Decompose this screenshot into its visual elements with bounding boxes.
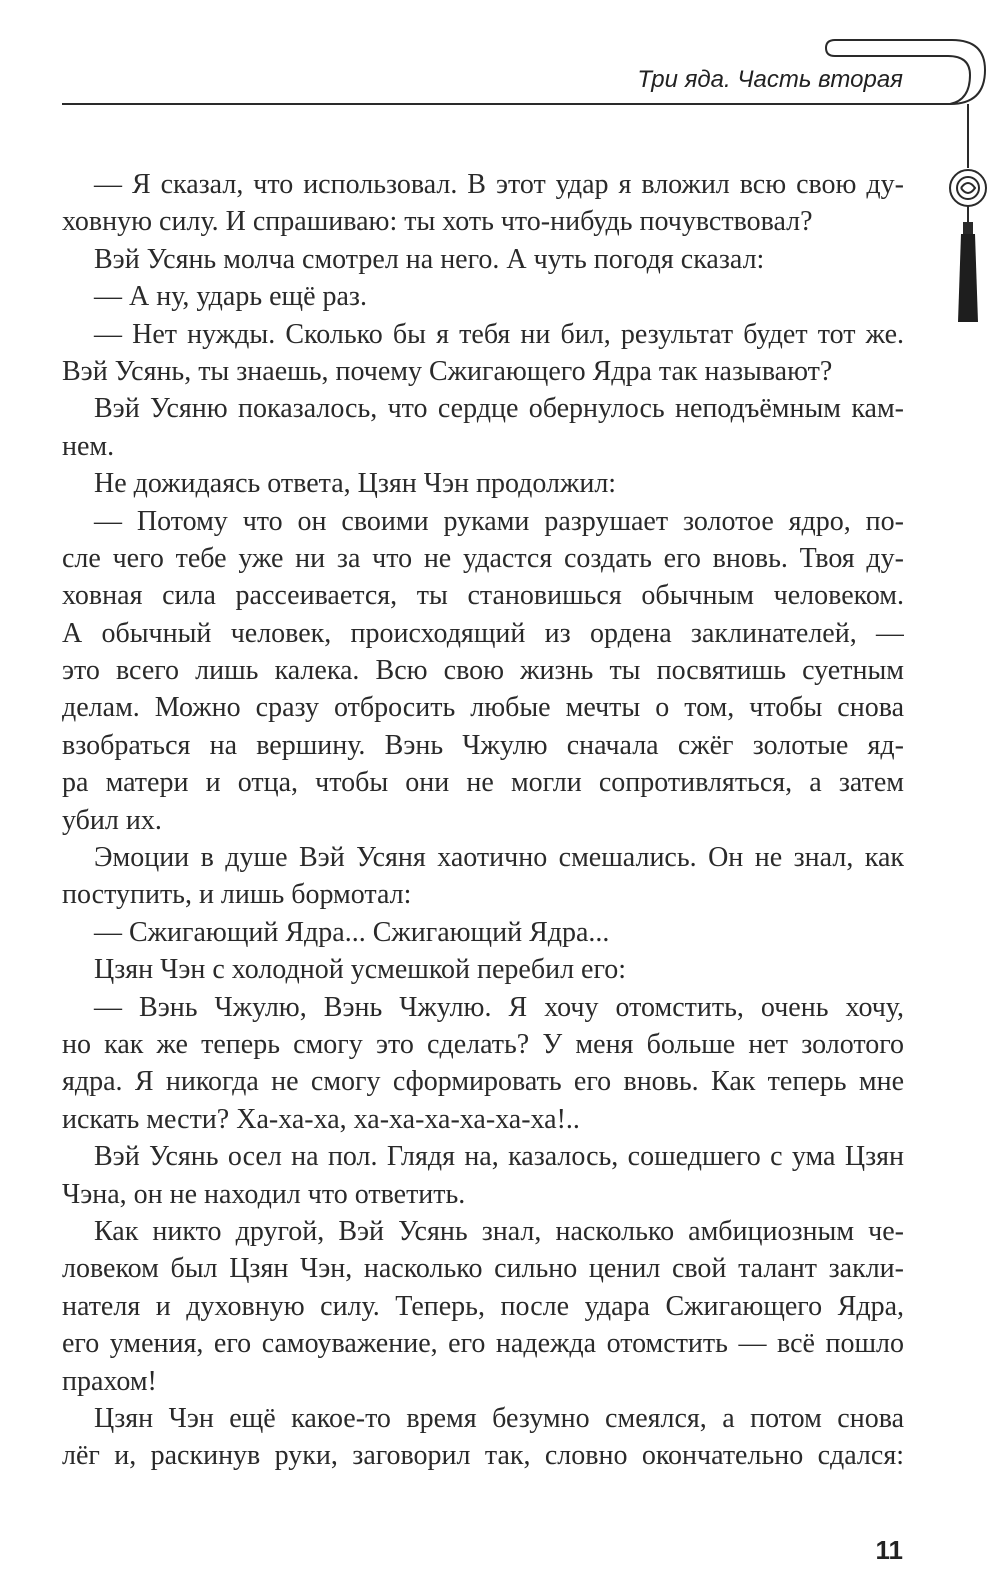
text-line: — А ну, ударь ещё раз. — [94, 281, 367, 313]
pendant-tassel-icon — [958, 234, 978, 322]
text-line: Вэй Усяню показалось, что сердце обернулось неподъёмным кам- — [94, 393, 904, 425]
text-line: поступить, и лишь бормотал: — [62, 879, 412, 911]
text-line: делам. Можно сразу отбросить любые мечты о том, чтобы снова — [62, 692, 904, 724]
text-line: его умения, его самоуважение, его надежда отомстить — всё пошло — [62, 1328, 904, 1360]
text-line: — Нет нужды. Сколько бы я тебя ни бил, результат будет тот же. — [94, 318, 904, 350]
text-line: убил их. — [62, 804, 162, 836]
body-text — [62, 166, 904, 1475]
text-line: — Сжигающий Ядра... Сжигающий Ядра... — [94, 916, 610, 948]
text-line: Не дожидаясь ответа, Цзян Чэн продолжил: — [94, 468, 617, 500]
text-line: Вэй Усянь, ты знаешь, почему Сжигающего Ядра так называют? — [62, 355, 833, 387]
text-line: Как никто другой, Вэй Усянь знал, насколько амбициозным че- — [94, 1215, 904, 1247]
running-title: Три яда. Часть вторая — [637, 66, 903, 93]
text-line: Вэй Усянь осел на пол. Глядя на, казалось, сошедшего с ума Цзян — [94, 1141, 904, 1173]
text-line: нем. — [62, 430, 115, 462]
text-line: — Потому что он своими руками разрушает золотое ядро, по- — [94, 505, 904, 537]
page-number: 11 — [875, 1535, 903, 1565]
text-line: Эмоции в душе Вэй Усяня хаотично смешались. Он не знал, как — [94, 842, 904, 874]
text-line: сле чего тебе уже ни за что не удастся создать его вновь. Твоя ду- — [62, 542, 904, 574]
text-line: но как же теперь смогу это сделать? У меня больше нет золотого — [62, 1028, 904, 1060]
text-line: нателя и духовную силу. Теперь, после удара Сжигающего Ядра, — [62, 1290, 904, 1322]
text-line: — Я сказал, что использовал. В этот удар я вложил всю свою ду- — [94, 169, 904, 200]
text-line: — Вэнь Чжулю, Вэнь Чжулю. Я хочу отомстить, очень хочу, — [94, 991, 904, 1023]
text-line: ховная сила рассеивается, ты становишься обычным человеком. — [62, 580, 904, 612]
text-line: это всего лишь калека. Всю свою жизнь ты посвятишь суетным — [62, 655, 904, 687]
pendant-knot — [950, 170, 986, 206]
text-line: искать мести? Ха-ха-ха, ха-ха-ха-ха-ха-ха!.. — [62, 1103, 580, 1135]
text-line: Чэна, он не находил что ответить. — [62, 1178, 466, 1210]
text-line: ховную силу. И спрашиваю: ты хоть что-нибудь почувствовал? — [62, 206, 813, 238]
text-line: прахом! — [62, 1365, 157, 1397]
text-line: лёг и, раскинув руки, заговорил так, словно окончательно сдался: — [62, 1440, 904, 1472]
text-line: ядра. Я никогда не смогу сформировать его вновь. Как теперь мне — [62, 1066, 904, 1098]
text-line: Вэй Усянь молча смотрел на него. А чуть погодя сказал: — [94, 243, 765, 275]
text-line: ра матери и отца, чтобы они не могли сопротивляться, а затем — [62, 767, 904, 799]
text-line: Цзян Чэн ещё какое-то время безумно смеялся, а потом снова — [94, 1402, 904, 1434]
text-line: Цзян Чэн с холодной усмешкой перебил его: — [94, 954, 627, 986]
text-line: ловеком был Цзян Чэн, насколько сильно ценил свой талант закли- — [62, 1253, 904, 1285]
text-line: взобраться на вершину. Вэнь Чжулю сначала сжёг золотые яд- — [62, 729, 904, 761]
text-line: А обычный человек, происходящий из ордена заклинателей, — — [62, 617, 904, 649]
pendant-bead — [963, 222, 973, 234]
